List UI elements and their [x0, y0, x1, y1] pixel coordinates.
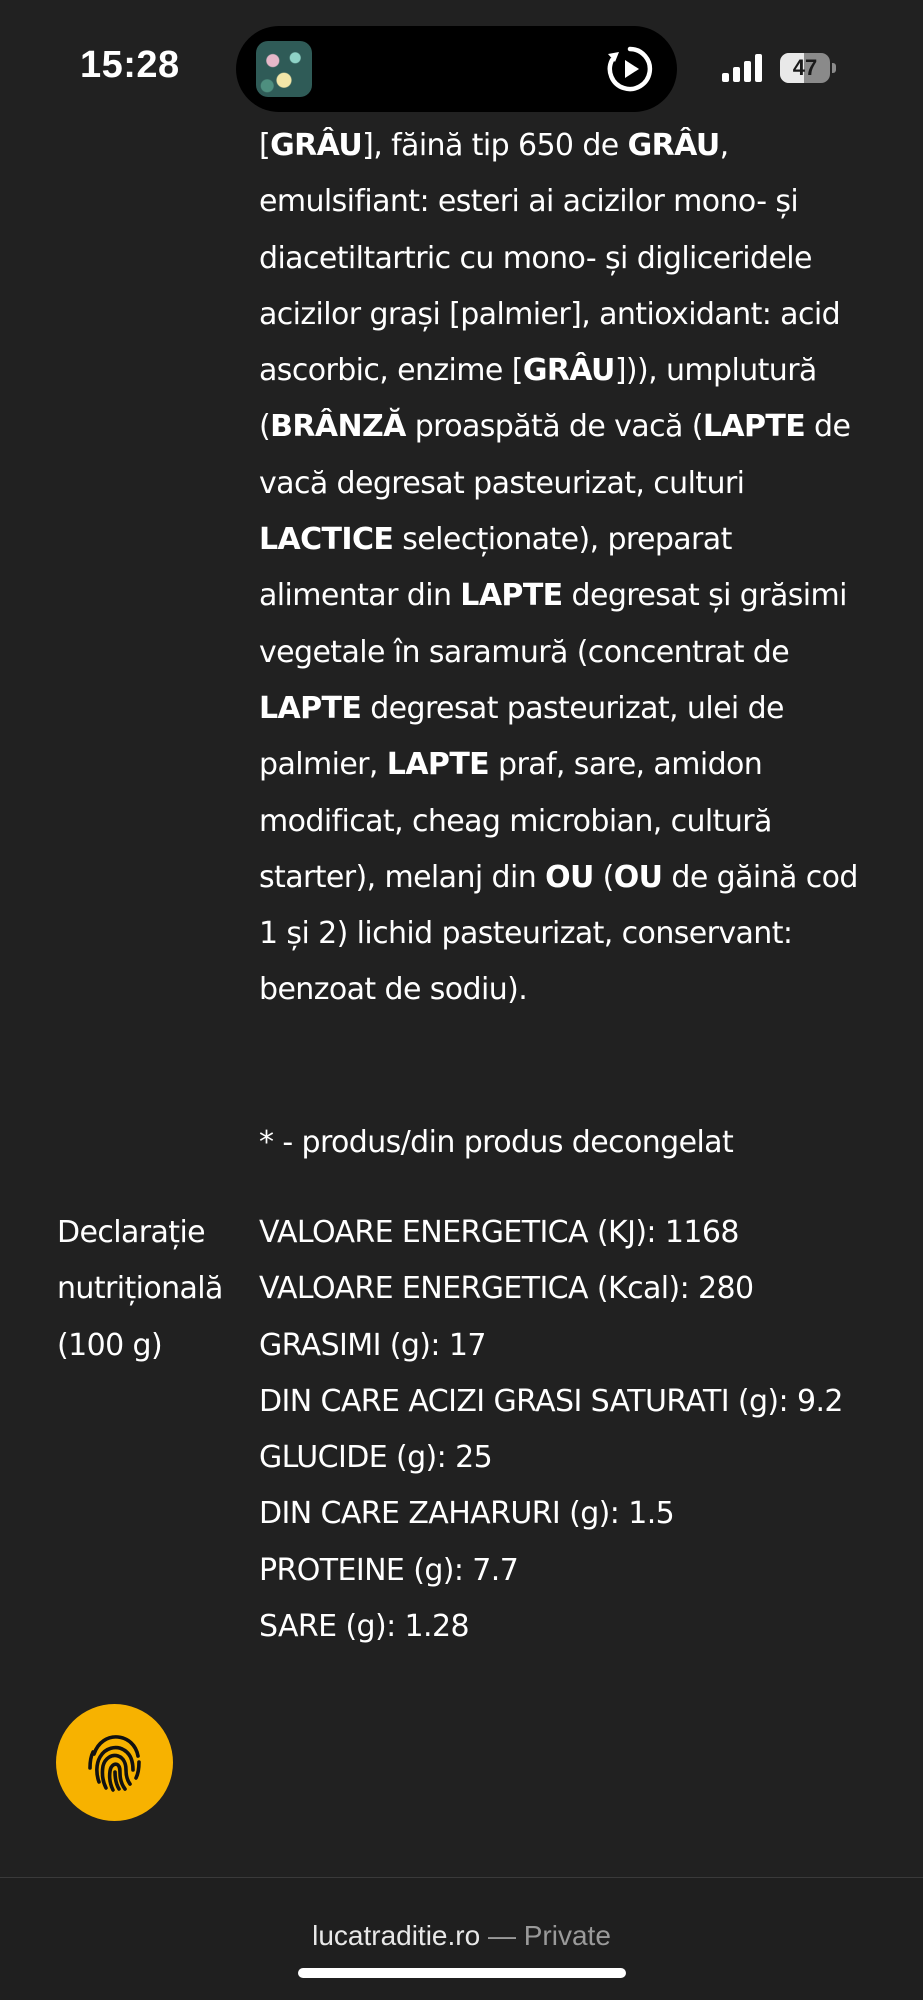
ingredients-line [259, 231, 869, 287]
ingredient-text: starter), melanj din [259, 859, 546, 895]
ingredient-text: emulsifiant: esteri ai acizilor mono- și [259, 184, 799, 220]
ingredient-text: ( [593, 859, 614, 895]
dynamic-island[interactable] [236, 26, 677, 112]
ingredients-line [259, 343, 869, 399]
ingredient-text: de [805, 409, 851, 445]
battery-level: 47 [792, 55, 818, 80]
nutrition-values [259, 1205, 843, 1655]
nutrition-label-line: Declarație [57, 1215, 206, 1250]
ingredient-text: ( [259, 409, 271, 445]
nutrition-row: PROTEINE (g): 7.7 [259, 1552, 519, 1588]
nutrition-row: GLUCIDE (g): 25 [259, 1440, 493, 1476]
ingredient-text: benzoat de sodiu). [259, 972, 528, 1008]
ingredients-line [259, 794, 869, 850]
ingredient-text: modificat, cheag microbian, cultură [259, 803, 772, 839]
allergen-text: BRÂNZĂ [270, 409, 406, 445]
ingredient-text: vacă degresat pasteurizat, culturi [259, 465, 745, 501]
allergen-text: LAPTE [460, 578, 563, 614]
ingredients-line [259, 568, 869, 624]
nutrition-label [57, 1205, 223, 1374]
ingredient-text: ])), umplutură [614, 353, 817, 389]
allergen-text: OU [545, 859, 594, 895]
battery-icon [780, 53, 836, 83]
allergen-text: LAPTE [259, 690, 362, 726]
allergen-text: LACTICE [259, 522, 394, 558]
status-time: 15:28 [80, 44, 180, 86]
ingredients-line [259, 118, 869, 174]
nutrition-row: DIN CARE ZAHARURI (g): 1.5 [259, 1496, 675, 1532]
ingredients-line [259, 962, 869, 1018]
nutrition-label-line: (100 g) [57, 1327, 163, 1363]
ingredients-line [259, 287, 869, 343]
url-separator: — [480, 1920, 524, 1951]
allergen-text: GRÂU [627, 128, 720, 163]
ingredient-text: praf, sare, amidon [489, 747, 763, 783]
ingredients-line [259, 850, 869, 906]
private-mode-label: Private [523, 1920, 611, 1951]
ingredients-text [259, 118, 869, 1019]
ingredients-line [259, 906, 869, 962]
ingredient-text: palmier, [259, 747, 387, 783]
ingredient-text: diacetiltartric cu mono- și digliceridele [259, 240, 812, 276]
nutrition-row: VALOARE ENERGETICA (KJ): 1168 [259, 1215, 739, 1250]
address-bar[interactable] [0, 1920, 923, 1952]
ingredients-line [259, 174, 869, 230]
nutrition-row: DIN CARE ACIZI GRASI SATURATI (g): 9.2 [259, 1383, 843, 1419]
ingredients-line [259, 737, 869, 793]
cellular-signal-icon [722, 54, 766, 82]
ingredients-line [259, 512, 869, 568]
ingredient-text: acizilor grași [palmier], antioxidant: acid [259, 296, 841, 332]
fingerprint-button[interactable] [56, 1704, 173, 1821]
home-indicator[interactable] [298, 1968, 626, 1978]
nutrition-row: VALOARE ENERGETICA (Kcal): 280 [259, 1271, 754, 1307]
allergen-text: LAPTE [386, 747, 490, 783]
fingerprint-icon [82, 1730, 148, 1796]
ingredient-text: degresat pasteurizat, ulei de [361, 690, 784, 726]
allergen-text: OU [613, 859, 663, 895]
ingredients-line [259, 625, 869, 681]
ingredient-text: proaspătă de vacă ( [405, 409, 703, 445]
allergen-text: GRÂU [522, 353, 615, 389]
status-bar [0, 0, 923, 125]
nutrition-label-line: nutrițională [57, 1271, 223, 1307]
ingredient-text: ascorbic, enzime [ [259, 353, 523, 389]
allergen-text: GRÂU [270, 128, 363, 163]
ingredients-footnote: * - produs/din produs decongelat [259, 1125, 734, 1160]
ingredient-text: , [719, 128, 729, 163]
ingredient-text: vegetale în saramură (concentrat de [259, 634, 790, 670]
ingredients-line [259, 399, 869, 455]
ingredient-text: ], făină tip 650 de [362, 128, 628, 163]
album-art-icon [256, 41, 312, 97]
ingredient-text: alimentar din [259, 578, 461, 614]
ingredient-text: selecționate), preparat [393, 522, 732, 558]
browser-bottom-bar[interactable] [0, 1878, 923, 2000]
ingredient-text: [ [259, 128, 271, 163]
ingredient-text: de găină cod [662, 859, 858, 895]
ingredients-line [259, 681, 869, 737]
nutrition-row: SARE (g): 1.28 [259, 1609, 469, 1645]
ingredients-line [259, 456, 869, 512]
now-playing-icon [606, 45, 654, 93]
ingredient-text: 1 și 2) lichid pasteurizat, conservant: [259, 916, 793, 952]
url-domain: lucatraditie.ro [312, 1920, 481, 1951]
ingredient-text: degresat și grăsimi [562, 578, 847, 614]
nutrition-row: GRASIMI (g): 17 [259, 1327, 486, 1363]
allergen-text: LAPTE [702, 409, 806, 445]
